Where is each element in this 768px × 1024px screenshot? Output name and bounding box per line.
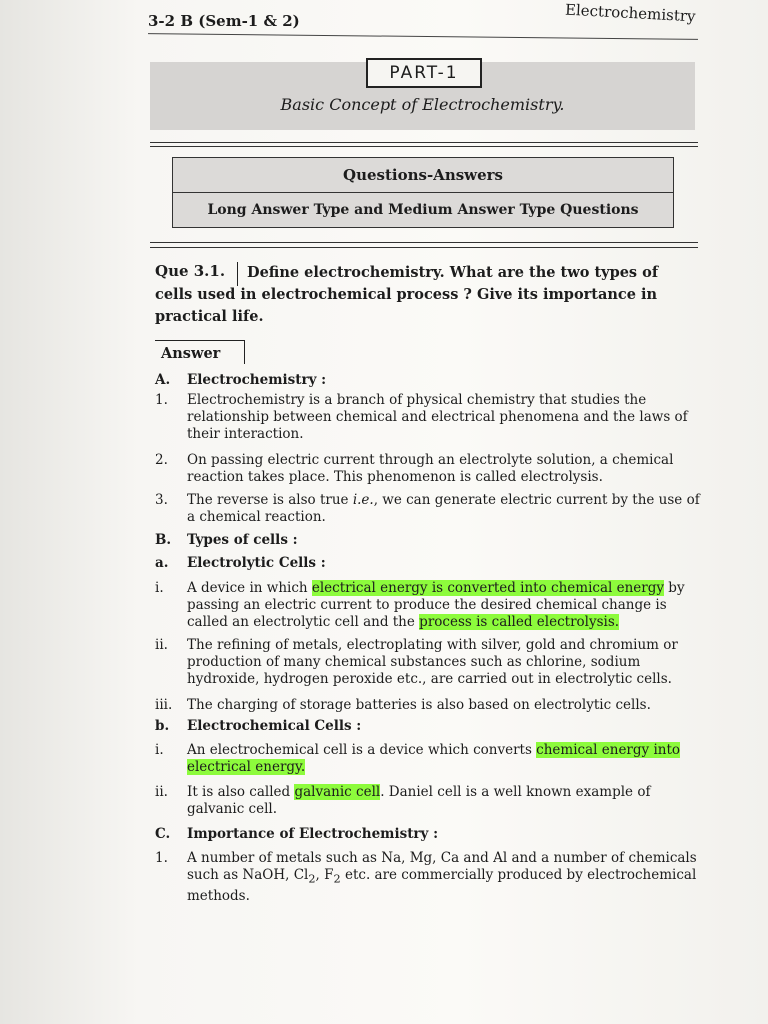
subsection-b-heading: b. Electrochemical Cells :: [155, 718, 362, 734]
highlight: chemical energy into: [536, 742, 681, 758]
divider-bottom-2: [150, 247, 698, 248]
section-a-heading: A. Electrochemistry :: [155, 372, 327, 388]
divider-bottom: [150, 242, 698, 243]
list-item: i. An electrochemical cell is a device which converts chemical energy into electrical energy.: [155, 742, 681, 775]
qa-box: [172, 157, 674, 228]
running-header-right: Electrochemistry: [565, 0, 697, 26]
divider-top-2: [150, 146, 698, 147]
list-item: ii. It is also called galvanic cell. Daniel cell is a well known example of galvanic cell.: [155, 784, 651, 817]
header-rule: [148, 33, 698, 40]
highlight: galvanic cell: [294, 784, 381, 800]
list-item: 3. The reverse is also true i.e., we can generate electric current by the use of a chemical reaction.: [155, 492, 700, 525]
section-c-heading: C. Importance of Electrochemistry :: [155, 826, 439, 842]
answer-label: Answer: [155, 340, 245, 364]
subsection-a-heading: a. Electrolytic Cells :: [155, 555, 326, 571]
list-item: 1. A number of metals such as Na, Mg, Ca and Al and a number of chemicals such as NaOH, $Cl_2$, $F_2$ etc. are commercially produced by electrochemical methods.: [155, 850, 697, 904]
list-item: 1. Electrochemistry is a branch of physical chemistry that studies the relationship between chemical and electrical phenomena and the laws of their interaction.: [155, 392, 688, 442]
qa-subtitle: Long Answer Type and Medium Answer Type Questions: [207, 202, 639, 218]
part-label: PART-1: [366, 58, 482, 88]
divider-top: [150, 142, 698, 143]
list-item: i. A device in which electrical energy is converted into chemical energy by passing an electric current to produce the desired chemical change is called an electrolytic cell and the process is called electrolysis.: [155, 580, 685, 630]
list-item: ii. The refining of metals, electroplating with silver, gold and chromium or production of many chemical substances such as chlorine, sodium hydroxide, hydrogen peroxide etc., are carried out in electrolytic cells.: [155, 637, 678, 687]
question-text: Define electrochemistry. What are the two types of cells used in electrochemical process ? Give its importance in practical life.: [155, 264, 659, 325]
qa-title: Questions-Answers: [173, 158, 673, 193]
list-item: 2. On passing electric current through an electrolyte solution, a chemical reaction takes place. This phenomenon is called electrolysis.: [155, 452, 674, 485]
highlight: electrical energy is converted into chemical energy: [311, 580, 665, 596]
running-header-left: 3-2 B (Sem-1 & 2): [148, 12, 300, 30]
question-tag: Que 3.1.: [155, 262, 238, 286]
highlight: electrical energy.: [187, 759, 306, 775]
highlight: process is called electrolysis.: [419, 614, 620, 630]
part-title: Basic Concept of Electrochemistry.: [280, 95, 565, 114]
section-b-heading: B. Types of cells :: [155, 532, 298, 548]
list-item: iii. The charging of storage batteries is also based on electrolytic cells.: [155, 697, 651, 713]
